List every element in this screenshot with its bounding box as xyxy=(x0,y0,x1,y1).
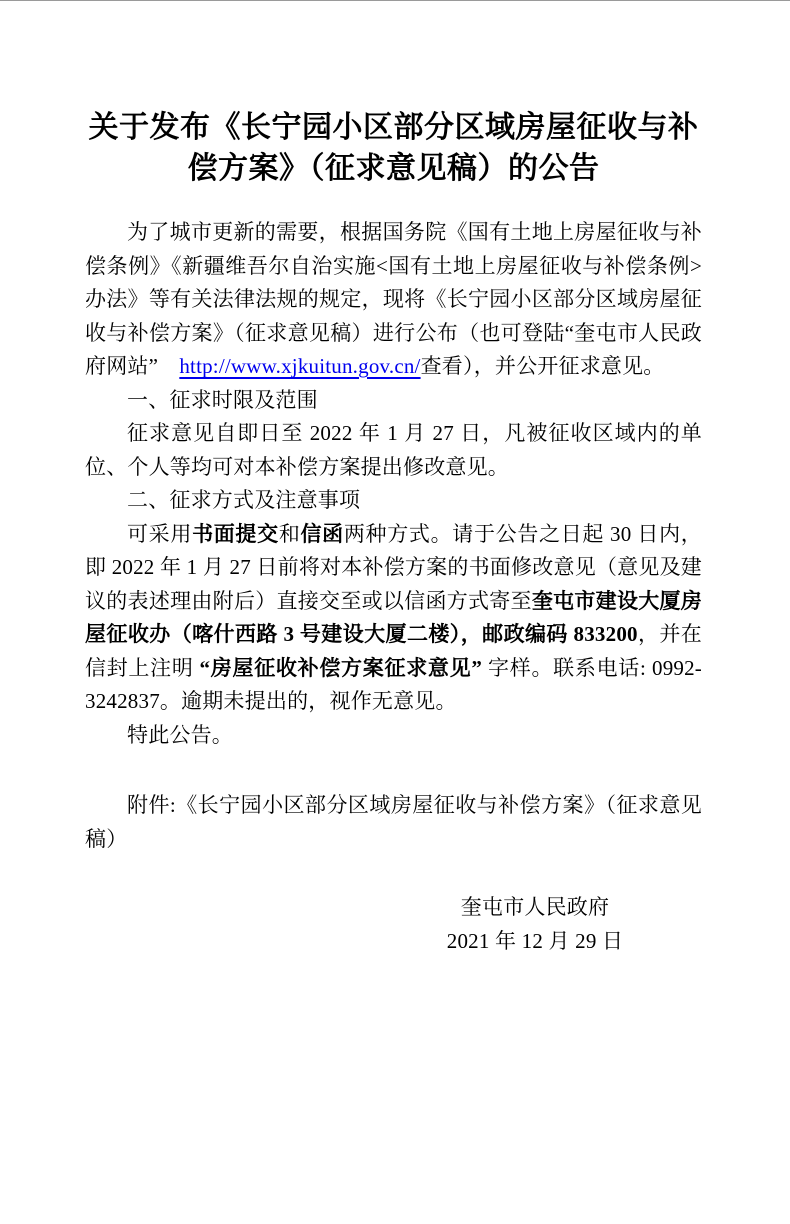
document-body xyxy=(85,216,702,958)
government-website-link[interactable]: http://www.xjkuitun.gov.cn/ xyxy=(179,354,421,378)
envelope-notice-text: “房屋征收补偿方案征求意见” xyxy=(199,655,483,680)
announcement-document xyxy=(0,107,790,1224)
section2-heading: 二、征求方式及注意事项 xyxy=(127,488,361,512)
section2-text-middle: 两种方式。请于公告之日起 30 日内，即 2022 年 1 月 27 日前将对本补偿方案的书面修改意见（意见及建议的表述理由附后）直接交至或以信函方式寄至 xyxy=(85,521,702,613)
section1-heading: 一、征求时限及范围 xyxy=(127,387,318,412)
signature-block xyxy=(385,890,685,958)
page-title xyxy=(85,107,702,189)
page-title-line-1: 关于发布《长宁园小区部分区域房屋征收与补 xyxy=(88,111,699,144)
section2-text-and: 和 xyxy=(278,521,301,546)
submission-address: 奎屯市建设大厦房屋征收办（喀什西路 3 号建设大厦二楼），邮政编码 833200 xyxy=(85,588,702,646)
section2-text-tail: 字样。联系电话: 0992-3242837。逾期未提出的，视作无意见。 xyxy=(85,655,703,713)
method-mail: 信函 xyxy=(300,521,344,546)
closing-line: 特此公告。 xyxy=(127,722,233,747)
issuer-name: 奎屯市人民政府 xyxy=(460,895,610,919)
section1-body: 征求意见自即日至 2022 年 1 月 27 日，凡被征收区域内的单位、个人等均可对本补偿方案提出修改意见。 xyxy=(85,421,702,479)
section2-text-after-address: ，并在信封上注明 xyxy=(85,622,702,680)
intro-paragraph xyxy=(85,216,702,384)
page-title-line-2: 偿方案》（征求意见稿）的公告 xyxy=(187,152,600,185)
section2-text-intro: 可采用 xyxy=(127,521,193,546)
intro-text-before-link: 为了城市更新的需要，根据国务院《国有土地上房屋征收与补偿条例》《新疆维吾尔自治实施<国有土地上房屋征收与补偿条例>办法》等有关法律法规的规定，现将《长宁园小区部分区域房屋征收与补偿方案》（征求意见稿）进行公布（也可登陆“奎屯市人民政府网站” xyxy=(85,220,702,378)
intro-text-after-link: 查看），并公开征求意见。 xyxy=(420,354,665,378)
attachment-line: 附件:《长宁园小区部分区域房屋征收与补偿方案》（征求意见稿） xyxy=(85,793,702,851)
method-written-submission: 书面提交 xyxy=(192,521,279,546)
issue-date: 2021 年 12 月 29 日 xyxy=(446,929,624,953)
section2-body xyxy=(85,518,702,719)
